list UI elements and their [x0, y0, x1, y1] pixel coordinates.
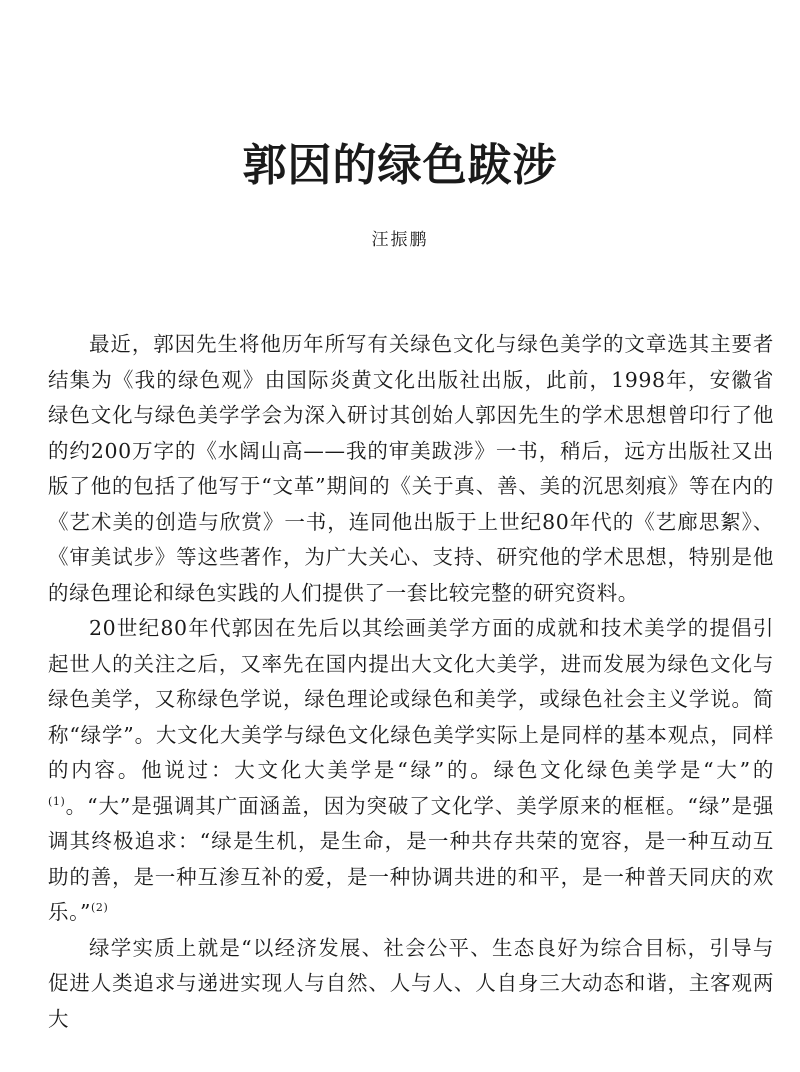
paragraph-text: 20世纪80年代郭因在先后以其绘画美学方面的成就和技术美学的提倡引起世人的关注之后，又率先在国内提出大文化大美学，进而发展为绿色文化与绿色美学，又称绿色学说，绿色理论或绿色和美学，或绿色社会主义学说。简称“绿学”。大文化大美学与绿色文化绿色美学实际上是同样的基本观点，同样的内容。他说过：大文化大美学是“绿”的。绿色文化绿色美学是“大”的: [48, 616, 774, 782]
paragraph: [48, 931, 774, 1038]
article-body: [48, 327, 774, 1037]
paragraph-text: 绿学实质上就是“以经济发展、社会公平、生态良好为综合目标，引导与促进人类追求与递进实现人与自然、人与人、人自身三大动态和谐，主客观两大: [48, 935, 774, 1031]
paragraph-text: 。“大”是强调其广面涵盖，因为突破了文化学、美学原来的框框。“绿”是强调其终极追求：“绿是生机，是生命，是一种共存共荣的宽容，是一种互动互助的善，是一种互渗互补的爱，是一种协调共进的和平，是一种普天同庆的欢乐。”: [48, 793, 774, 924]
paragraph-text: 最近，郭因先生将他历年所写有关绿色文化与绿色美学的文章选其主要者结集为《我的绿色观》由国际炎黄文化出版社出版，此前，1998年，安徽省绿色文化与绿色美学学会为深入研讨其创始人郭因先生的学术思想曾印行了他的约200万字的《水阔山高——我的审美跋涉》一书，稍后，远方出版社又出版了他的包括了他写于“文革”期间的《关于真、善、美的沉思刻痕》等在内的《艺术美的创造与欣赏》一书，连同他出版于上世纪80年代的《艺廊思絮》、《审美试步》等这些著作，为广大关心、支持、研究他的学术思想，特别是他的绿色理论和绿色实践的人们提供了一套比较完整的研究资料。: [48, 332, 774, 605]
paragraph: [48, 611, 774, 931]
footnote-marker: (1): [48, 794, 66, 808]
article-author: 汪振鹏: [371, 230, 429, 250]
paragraph: [48, 327, 774, 611]
footnote-marker: (2): [91, 901, 109, 915]
article-title: 郭因的绿色跋涉: [242, 140, 558, 191]
